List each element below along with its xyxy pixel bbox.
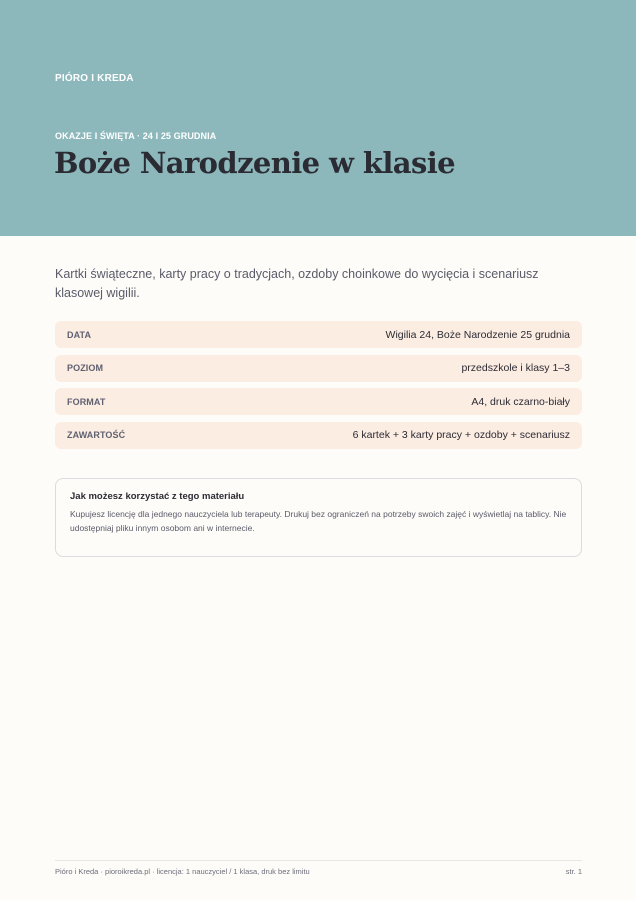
detail-label: FORMAT	[67, 396, 106, 407]
detail-label: DATA	[67, 329, 92, 340]
detail-row-level	[55, 355, 582, 382]
detail-value: przedszkole i klasy 1–3	[461, 362, 570, 374]
page-number: str. 1	[565, 867, 582, 876]
license-text: Kupujesz licencję dla jednego nauczyciela lub terapeuty. Drukuj bez ograniczeń na potrzeby swoich zajęć i wyświetlaj na tablicy. Nie udostępniaj pliku innym osobom ani w internecie.	[70, 509, 567, 533]
footer-text: Pióro i Kreda · pioroikreda.pl · licencja: 1 nauczyciel / 1 klasa, druk bez limitu	[55, 867, 310, 876]
page-title: Boże Narodzenie w klasie	[54, 146, 455, 180]
page-footer	[55, 860, 582, 876]
detail-row-format	[55, 388, 582, 415]
category-kicker: OKAZJE I ŚWIĘTA · 24 I 25 GRUDNIA	[55, 131, 217, 141]
detail-row-contents	[55, 422, 582, 449]
detail-label: ZAWARTOŚĆ	[67, 430, 126, 440]
page-header	[0, 0, 636, 236]
details-list	[55, 321, 582, 455]
license-title: Jak możesz korzystać z tego materiału	[70, 491, 245, 502]
detail-value: 6 kartek + 3 karty pracy + ozdoby + scenariusz	[352, 429, 570, 441]
license-box	[55, 478, 582, 557]
intro-paragraph: Kartki świąteczne, karty pracy o tradycjach, ozdoby choinkowe do wycięcia i scenariusz klasowej wigilii.	[55, 267, 539, 300]
detail-value: Wigilia 24, Boże Narodzenie 25 grudnia	[385, 328, 570, 341]
brand-name: PIÓRO I KREDA	[55, 73, 134, 84]
detail-value: A4, druk czarno-biały	[471, 395, 570, 408]
detail-row-date	[55, 321, 582, 348]
detail-label: POZIOM	[67, 363, 104, 373]
